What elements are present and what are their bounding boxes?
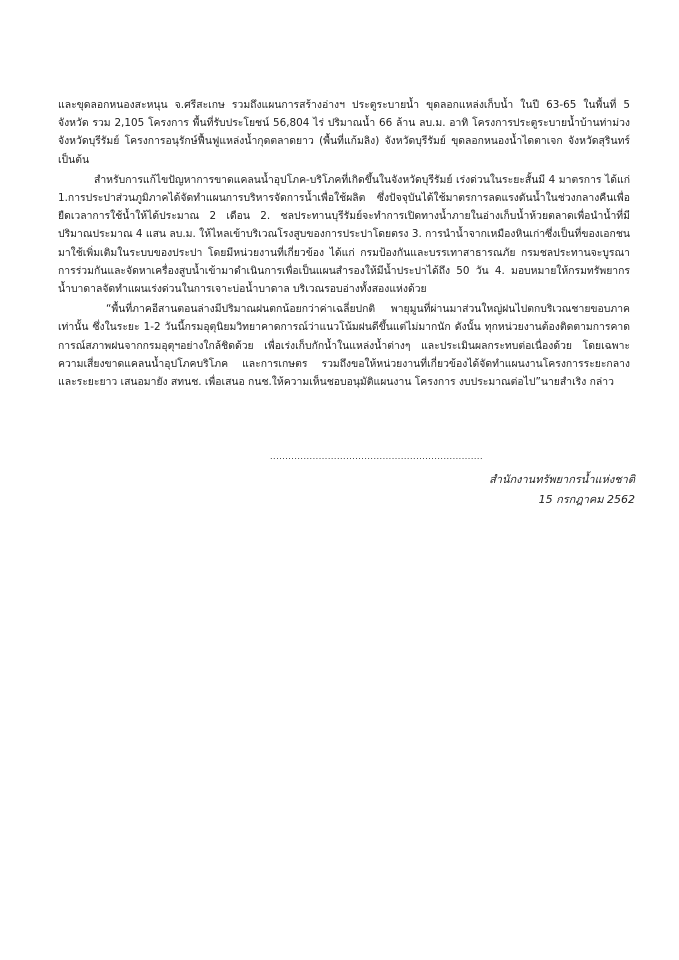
document-body	[58, 96, 630, 391]
paragraph-short-term-measures: สำหรับการแก้ไขปัญหาการขาดแคลนน้ำอุปโภค-บริโภคที่เกิดขึ้นในจังหวัดบุรีรัมย์ เร่งด่วนในระยะสั้นมี 4 มาตรการ ได้แก่ 1.การประปาส่วนภูมิภาคได้จัดทำแผนการบริหารจัดการน้ำเพื่อใช้ผลิต ซึ่งปัจจุบันได้ใช้มาตรการลดแรงดันน้ำในช่วงกลางคืนเพื่อยืดเวลาการใช้น้ำให้ได้ประมาณ 2 เดือน 2. ชลประทานบุรีรัมย์จะทำการเปิดทางน้ำภายในอ่างเก็บน้ำห้วยตลาดเพื่อนำน้ำที่มีปริมาณประมาณ 4 แสน ลบ.ม. ให้ไหลเข้าบริเวณโรงสูบของการประปาโดยตรง 3. การนำน้ำจากเหมืองหินเก่าซึ่งเป็นที่ของเอกชนมาใช้เพิ่มเติมในระบบของประปา โดยมีหน่วยงานที่เกี่ยวข้อง ได้แก่ กรมป้องกันและบรรเทาสาธารณภัย กรมชลประทานจะบูรณาการร่วมกันและจัดหาเครื่องสูบน้ำเข้ามาดำเนินการเพื่อเป็นแผนสำรองให้มีน้ำประปาได้ถึง 50 วัน 4. มอบหมายให้กรมทรัพยากรน้ำบาดาลจัดทำแผนเร่งด่วนในการเจาะบ่อน้ำบาดาล บริเวณรอบอ่างทั้งสองแห่งด้วย	[58, 173, 630, 296]
paragraph-projects: และขุดลอกหนองสะหนุน จ.ศรีสะเกษ รวมถึงแผนการสร้างอ่างฯ ประตูระบายน้ำ ขุดลอกแหล่งเก็บน้ำ ในปี 63-65 ในพื้นที่ 5 จังหวัด รวม 2,105 โครงการ พื้นที่รับประโยชน์ 56,804 ไร่ ปริมาณน้ำ 66 ล้าน ลบ.ม. อาทิ โครงการประตูระบายน้ำบ้านท่าม่วง จังหวัดบุรีรัมย์ โครงการอนุรักษ์ฟื้นฟูแหล่งน้ำกุดตลาดยาว (พื้นที่แก้มลิง) จังหวัดบุรีรัมย์ ขุดลอกหนองน้ำไดตาเจก จังหวัดสุรินทร์ เป็นต้น	[58, 99, 630, 166]
signature-office: สำนักงานทรัพยากรน้ำแห่งชาติ	[489, 473, 635, 486]
dotted-separator: ......................................................................	[270, 452, 484, 461]
signature-block	[375, 470, 635, 510]
signature-date: 15 กรกฎาคม 2562	[538, 493, 635, 506]
paragraph-quote: “พื้นที่ภาคอีสานตอนล่างมีปริมาณฝนตกน้อยกว่าค่าเฉลี่ยปกติ พายุมูนที่ผ่านมาส่วนใหญ่ฝนไปตกบริเวณชายขอบภาคเท่านั้น ซึ่งในระยะ 1-2 วันนี้กรมอุตุนิยมวิทยาคาดการณ์ว่าแนวโน้มฝนดีขึ้นแต่ไม่มากนัก ดังนั้น ทุกหน่วยงานต้องติดตามการคาดการณ์สภาพฝนจากกรมอุตุฯอย่างใกล้ชิดด้วย เพื่อเร่งเก็บกักน้ำในแหล่งน้ำต่างๆ และประเมินผลกระทบต่อเนื่องด้วย โดยเฉพาะความเสี่ยงขาดแคลนน้ำอุปโภคบริโภค และการเกษตร รวมถึงขอให้หน่วยงานที่เกี่ยวข้องได้จัดทำแผนงานโครงการระยะกลาง และระยะยาว เสนอมายัง สทนช. เพื่อเสนอ กนช.ให้ความเห็นชอบอนุมัติแผนงาน โครงการ งบประมาณต่อไป”นายสำเริง กล่าว	[58, 303, 630, 389]
